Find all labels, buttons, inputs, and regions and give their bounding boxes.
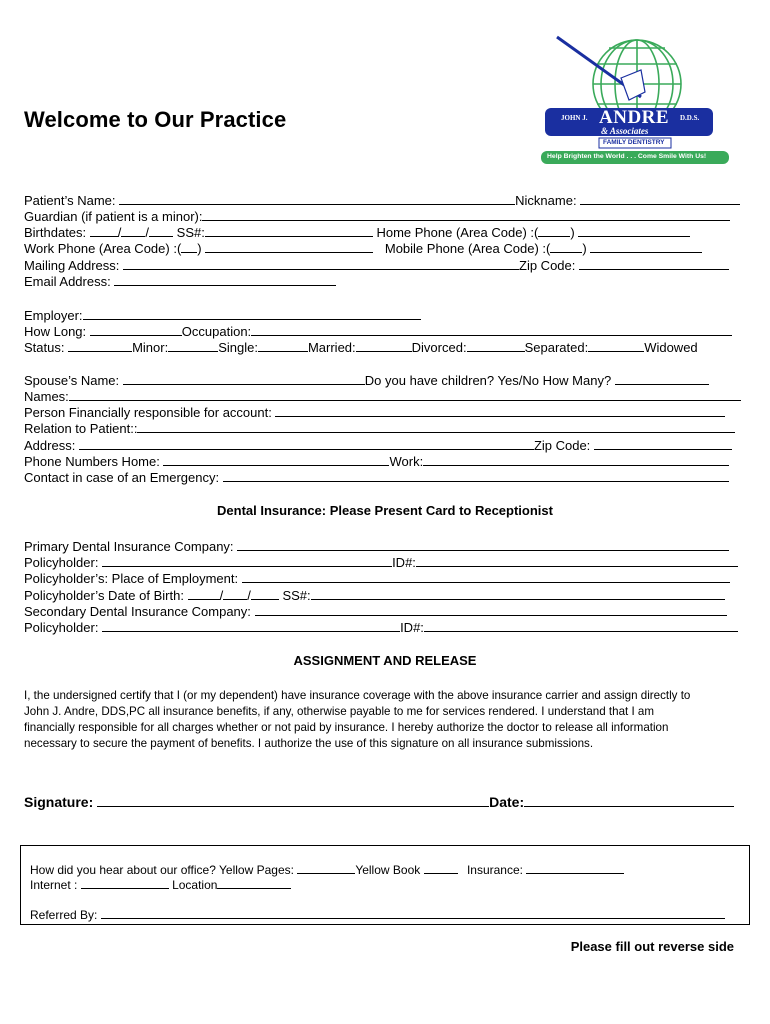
primary-insurance-label: Primary Dental Insurance Company: bbox=[24, 539, 234, 554]
ss-field[interactable] bbox=[205, 224, 373, 237]
mailing-field[interactable] bbox=[123, 257, 519, 270]
policy-id-label: ID#: bbox=[392, 555, 416, 570]
employer-label: Employer: bbox=[24, 308, 83, 323]
insurance-heading: Dental Insurance: Please Present Card to Receptionist bbox=[217, 503, 553, 518]
emergency-field[interactable] bbox=[223, 469, 729, 482]
responsible-row bbox=[24, 404, 725, 421]
status-minor-field[interactable] bbox=[68, 339, 132, 352]
signature-field[interactable] bbox=[97, 792, 489, 807]
secondary-insurance-label: Secondary Dental Insurance Company: bbox=[24, 604, 251, 619]
ss-label: SS#: bbox=[176, 225, 205, 240]
policyholder2-row bbox=[24, 619, 738, 636]
assignment-line-4: necessary to secure the payment of benefits. I authorize the use of this signature on all insurance submissions. bbox=[24, 737, 594, 750]
occupation-field[interactable] bbox=[251, 323, 732, 336]
policyholder-label: Policyholder: bbox=[24, 555, 99, 570]
zip-label: Zip Code: bbox=[519, 258, 576, 273]
policy-id2-field[interactable] bbox=[424, 619, 738, 632]
nickname-label: Nickname: bbox=[515, 193, 577, 208]
minor-label: Minor: bbox=[132, 340, 169, 355]
policyholder-row bbox=[24, 554, 738, 571]
widowed-label: Widowed bbox=[644, 340, 698, 355]
relation-row bbox=[24, 420, 735, 437]
referred-label: Referred By: bbox=[30, 908, 98, 922]
employer-row bbox=[24, 307, 421, 324]
names-row bbox=[24, 388, 741, 405]
employer-field[interactable] bbox=[83, 307, 421, 320]
internet-label: Internet : bbox=[30, 878, 78, 892]
policyholder-dob-label: Policyholder’s Date of Birth: bbox=[24, 588, 184, 603]
children-label: Do you have children? Yes/No How Many? bbox=[364, 373, 612, 388]
dob-month-field[interactable] bbox=[188, 587, 220, 600]
logo-subtitle: FAMILY DENTISTRY bbox=[603, 139, 665, 146]
policyholder2-field[interactable] bbox=[102, 619, 400, 632]
status-widowed-field[interactable] bbox=[588, 339, 644, 352]
status-label: Status: bbox=[24, 340, 65, 355]
referred-field[interactable] bbox=[101, 906, 725, 919]
mailing-label: Mailing Address: bbox=[24, 258, 120, 273]
logo-name: ANDRE bbox=[599, 107, 670, 128]
divorced-label: Divorced: bbox=[411, 340, 467, 355]
status-married-field[interactable] bbox=[258, 339, 308, 352]
date-label: Date: bbox=[489, 794, 525, 810]
reverse-side-note: Please fill out reverse side bbox=[570, 939, 734, 954]
policyholder-dob-row: Policyholder’s Date of Birth: / / SS#: bbox=[24, 587, 725, 604]
logo-tagline: Help Brighten the World . . . Come Smile With Us! bbox=[547, 153, 707, 160]
policy-id2-label: ID#: bbox=[400, 620, 424, 635]
status-row bbox=[24, 339, 698, 356]
place-employment-field[interactable] bbox=[242, 570, 730, 583]
home-phone-field[interactable] bbox=[578, 224, 690, 237]
single-label: Single: bbox=[218, 340, 258, 355]
mobile-phone-label: Mobile Phone (Area Code) :( bbox=[384, 241, 551, 256]
policyholder-field[interactable] bbox=[102, 554, 392, 567]
status-separated-field[interactable] bbox=[467, 339, 525, 352]
spouse-name-field[interactable] bbox=[123, 372, 365, 385]
policyholder2-label: Policyholder: bbox=[24, 620, 99, 635]
work-phone-field[interactable] bbox=[205, 240, 373, 253]
referred-row bbox=[30, 906, 725, 923]
patient-name-field[interactable] bbox=[119, 192, 515, 205]
names-field[interactable] bbox=[69, 388, 741, 401]
spouse-row bbox=[24, 372, 709, 389]
signature-row bbox=[24, 792, 734, 810]
logo-right-text: D.D.S. bbox=[680, 114, 700, 122]
secondary-insurance-row bbox=[24, 603, 727, 620]
status-single-field[interactable] bbox=[168, 339, 218, 352]
home-phone-label: Home Phone (Area Code) :( bbox=[376, 225, 539, 240]
policy-id-field[interactable] bbox=[416, 554, 738, 567]
assignment-line-1: I, the undersigned certify that I (or my dependent) have insurance coverage with the above insurance carrier and assign directly to bbox=[24, 689, 691, 702]
responsible-label: Person Financially responsible for account: bbox=[24, 405, 272, 420]
email-field[interactable] bbox=[114, 273, 336, 286]
phone-work-field[interactable] bbox=[423, 453, 729, 466]
hear-label: How did you hear about our office? Yellow Pages: bbox=[30, 863, 294, 877]
mobile-phone-field[interactable] bbox=[590, 240, 702, 253]
signature-label: Signature: bbox=[24, 794, 94, 810]
secondary-insurance-field[interactable] bbox=[255, 603, 727, 616]
phone-work-label: Work: bbox=[389, 454, 424, 469]
how-long-field[interactable] bbox=[90, 323, 182, 336]
guardian-field[interactable] bbox=[202, 208, 730, 221]
patient-name-row bbox=[24, 192, 746, 209]
relation-label: Relation to Patient:: bbox=[24, 421, 138, 436]
yellow-pages-field[interactable] bbox=[297, 861, 355, 874]
how-long-label: How Long: bbox=[24, 324, 87, 339]
internet-field[interactable] bbox=[81, 876, 169, 889]
married-label: Married: bbox=[307, 340, 356, 355]
page-title: Welcome to Our Practice bbox=[24, 107, 287, 132]
guardian-label: Guardian (if patient is a minor): bbox=[24, 209, 203, 224]
home-area-code-field[interactable] bbox=[538, 224, 570, 237]
dob-year-field[interactable] bbox=[251, 587, 279, 600]
practice-logo bbox=[537, 34, 737, 170]
address-label: Address: bbox=[24, 438, 76, 453]
dob-day-field[interactable] bbox=[223, 587, 247, 600]
logo-left-text: JOHN J. bbox=[561, 114, 588, 122]
birthdates-label: Birthdates: bbox=[24, 225, 87, 240]
zip-field[interactable] bbox=[579, 257, 729, 270]
work-phone-label: Work Phone (Area Code) :( bbox=[24, 241, 182, 256]
emergency-label: Contact in case of an Emergency: bbox=[24, 470, 220, 485]
insurance-source-label: Insurance: bbox=[466, 863, 523, 877]
assignment-line-2: John J. Andre, DDS,PC all insurance benefits, if any, otherwise payable to me for services rendered. I understand that I am bbox=[24, 705, 655, 718]
emergency-row bbox=[24, 469, 729, 486]
children-count-field[interactable] bbox=[615, 372, 709, 385]
insurance-source-field[interactable] bbox=[526, 861, 624, 874]
location-label: Location bbox=[172, 878, 218, 892]
globe-logo-graphic bbox=[537, 34, 737, 170]
location-field[interactable] bbox=[217, 876, 291, 889]
address-field[interactable] bbox=[79, 437, 534, 450]
birth-year-field[interactable] bbox=[149, 224, 173, 237]
assignment-paragraph bbox=[24, 688, 754, 752]
relation-field[interactable] bbox=[137, 420, 735, 433]
assignment-line-3: financially responsible for all charges whether or not paid by insurance. I hereby authorize the doctor to release all information bbox=[24, 721, 669, 734]
policyholder-ss-field[interactable] bbox=[311, 587, 725, 600]
how-long-row bbox=[24, 323, 732, 340]
work-area-code-field[interactable] bbox=[181, 240, 197, 253]
primary-insurance-field[interactable] bbox=[237, 538, 729, 551]
names-label: Names: bbox=[24, 389, 69, 404]
referral-box bbox=[20, 845, 750, 925]
yellow-book-label: Yellow Book bbox=[355, 863, 421, 877]
patient-name-label: Patient’s Name: bbox=[24, 193, 116, 208]
internet-row bbox=[30, 876, 291, 893]
date-field[interactable] bbox=[524, 792, 734, 807]
nickname-field[interactable] bbox=[580, 192, 740, 205]
place-employment-label: Policyholder’s: Place of Employment: bbox=[24, 571, 239, 586]
status-divorced-field[interactable] bbox=[356, 339, 412, 352]
responsible-field[interactable] bbox=[275, 404, 725, 417]
birthdates-row: Birthdates: / / SS#: Home Phone (Area Code) :( ) bbox=[24, 224, 690, 241]
assignment-heading: ASSIGNMENT AND RELEASE bbox=[293, 653, 477, 668]
separated-label: Separated: bbox=[524, 340, 589, 355]
yellow-book-field[interactable] bbox=[424, 861, 458, 874]
work-phone-row: Work Phone (Area Code) :( ) Mobile Phone (Area Code) :( ) bbox=[24, 240, 702, 257]
email-row bbox=[24, 273, 336, 290]
address-row bbox=[24, 437, 732, 454]
birth-day-field[interactable] bbox=[121, 224, 145, 237]
guardian-row bbox=[24, 208, 730, 225]
address-zip-label: Zip Code: bbox=[533, 438, 591, 453]
place-employment-row bbox=[24, 570, 730, 587]
phone-home-label: Phone Numbers Home: bbox=[24, 454, 160, 469]
occupation-label: Occupation: bbox=[181, 324, 252, 339]
address-zip-field[interactable] bbox=[594, 437, 732, 450]
email-label: Email Address: bbox=[24, 274, 111, 289]
primary-insurance-row bbox=[24, 538, 729, 555]
mailing-row bbox=[24, 257, 729, 274]
policyholder-ss-label: SS#: bbox=[282, 588, 311, 603]
mobile-area-code-field[interactable] bbox=[550, 240, 582, 253]
phone-numbers-row bbox=[24, 453, 729, 470]
logo-associates: & Associates bbox=[601, 126, 649, 136]
birth-month-field[interactable] bbox=[90, 224, 118, 237]
phone-home-field[interactable] bbox=[163, 453, 389, 466]
spouse-name-label: Spouse’s Name: bbox=[24, 373, 120, 388]
